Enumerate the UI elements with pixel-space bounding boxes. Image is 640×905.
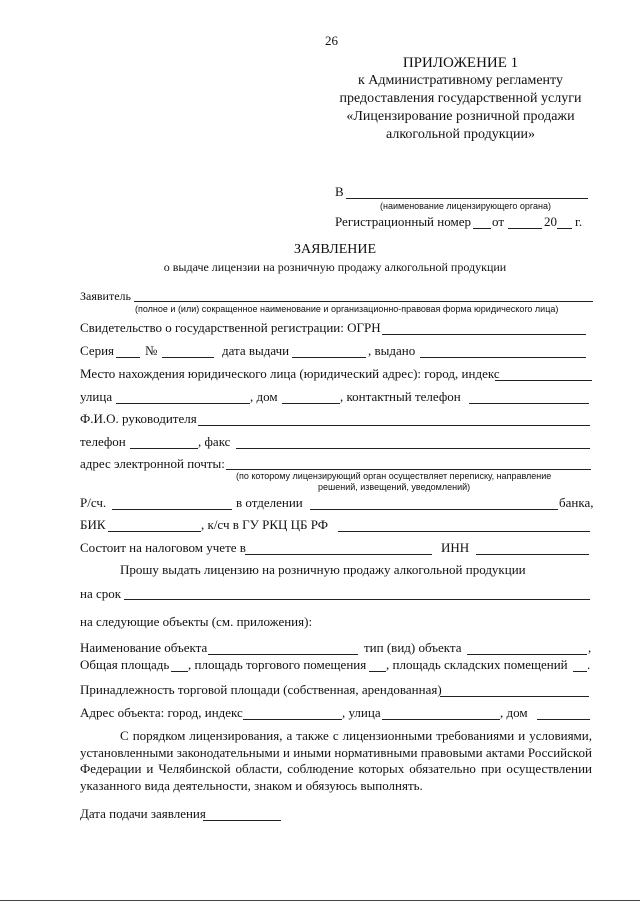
request-text: Прошу выдать лицензию на розничную продажу алкогольной продукции xyxy=(120,562,526,577)
issue-date-field[interactable] xyxy=(292,357,366,358)
street-label: улица xyxy=(80,389,113,404)
email-caption-1: (по которому лицензирующий орган осуществляет переписку, направление xyxy=(236,471,552,481)
phone-label: телефон xyxy=(80,434,126,449)
object-type-end: , xyxy=(588,640,592,655)
email-caption-2: решений, извещений, уведомлений) xyxy=(318,482,471,492)
issued-by-field[interactable] xyxy=(420,357,586,358)
reg-number-field[interactable] xyxy=(473,228,491,229)
branch-label: в отделении xyxy=(236,495,303,510)
account-field[interactable] xyxy=(112,509,232,510)
bik-label: БИК xyxy=(80,517,106,532)
appendix-block xyxy=(318,54,603,144)
phone-field[interactable] xyxy=(130,448,198,449)
object-address-label: Адрес объекта: город, индекс xyxy=(80,705,243,720)
contact-phone-label: , контактный телефон xyxy=(340,389,461,404)
submission-date-field[interactable] xyxy=(203,820,281,821)
bik-field[interactable] xyxy=(108,531,201,532)
area-storage-label: , площадь складских помещений xyxy=(386,657,568,672)
object-house-label: , дом xyxy=(500,705,528,720)
number-label: № xyxy=(145,343,158,358)
reg-year-suffix: г. xyxy=(575,214,583,229)
reg-from-label: от xyxy=(492,214,505,229)
director-label: Ф.И.О. руководителя xyxy=(80,411,197,426)
submission-date-label: Дата подачи заявления xyxy=(80,806,206,821)
applicant-caption: (полное и (или) сокращенное наименование и организационно-правовая форма юридического лица) xyxy=(135,304,559,314)
ownership-label: Принадлежность торговой площади (собственная, арендованная) xyxy=(80,682,442,697)
agreement-paragraph: С порядком лицензирования, а также с лицензионными требованиями и условиями, установленными законодательными и иными нормативными правовыми актами Российской Федерации и Челябинской области, соблюдение которых обязательно при осуществлении указанного вида деятельности, знаком и обязуюсь выполнять. xyxy=(80,728,592,793)
series-field[interactable] xyxy=(116,357,140,358)
number-field[interactable] xyxy=(162,357,214,358)
object-street-label: , улица xyxy=(342,705,381,720)
area-trade-label: , площадь торгового помещения xyxy=(188,657,367,672)
appendix-line-3: «Лицензирование розничной продажи xyxy=(346,109,575,124)
email-label: адрес электронной почты: xyxy=(80,456,225,471)
house-field[interactable] xyxy=(282,403,340,404)
account-label: Р/сч. xyxy=(80,495,107,510)
corr-account-label: , к/сч в ГУ РКЦ ЦБ РФ xyxy=(201,517,329,532)
reg-year-field[interactable] xyxy=(557,228,572,229)
location-label: Место нахождения юридического лица (юридический адрес): город, индекс xyxy=(80,366,500,381)
term-label: на срок xyxy=(80,586,122,601)
house-label: , дом xyxy=(250,389,278,404)
tax-reg-field[interactable] xyxy=(245,554,432,555)
street-field[interactable] xyxy=(116,403,250,404)
appendix-line-2: предоставления государственной услуги xyxy=(339,91,582,106)
area-end: . xyxy=(587,657,591,672)
addressee-caption: (наименование лицензирующего органа) xyxy=(380,201,551,211)
fax-label: , факс xyxy=(198,434,231,449)
email-field[interactable] xyxy=(226,469,591,470)
area-total-label: Общая площадь xyxy=(80,657,170,672)
object-street-field[interactable] xyxy=(382,719,500,720)
appendix-line-4: алкогольной продукции» xyxy=(386,127,535,142)
applicant-label: Заявитель xyxy=(80,289,131,303)
statement-title: ЗАЯВЛЕНИЕ xyxy=(293,242,377,257)
tax-reg-label: Состоит на налоговом учете в xyxy=(80,540,246,555)
addressee-prefix: В xyxy=(335,184,344,199)
objects-label: на следующие объекты (см. приложения): xyxy=(80,614,313,629)
area-storage-field[interactable] xyxy=(573,671,587,672)
reg-number-label: Регистрационный номер xyxy=(335,214,471,229)
certificate-label: Свидетельство о государственной регистрации: ОГРН xyxy=(80,320,381,335)
addressee-field[interactable] xyxy=(346,198,588,199)
contact-phone-field[interactable] xyxy=(469,403,589,404)
object-type-label: тип (вид) объекта xyxy=(364,640,462,655)
object-name-field[interactable] xyxy=(208,654,358,655)
series-label: Серия xyxy=(80,343,115,358)
object-index-field[interactable] xyxy=(243,719,342,720)
appendix-line-1: к Административному регламенту xyxy=(358,73,563,88)
fax-field[interactable] xyxy=(236,448,590,449)
page-number: 26 xyxy=(325,33,338,48)
page-bottom-edge xyxy=(0,900,640,901)
issue-date-label: дата выдачи xyxy=(222,343,290,358)
branch-field[interactable] xyxy=(310,509,558,510)
object-name-label: Наименование объекта xyxy=(80,640,208,655)
term-field[interactable] xyxy=(124,599,590,600)
inn-label: ИНН xyxy=(441,540,470,555)
reg-year-prefix: 20 xyxy=(544,214,557,229)
object-house-field[interactable] xyxy=(537,719,590,720)
area-trade-field[interactable] xyxy=(369,671,386,672)
director-field[interactable] xyxy=(198,425,590,426)
area-total-field[interactable] xyxy=(171,671,188,672)
inn-field[interactable] xyxy=(476,554,589,555)
object-type-field[interactable] xyxy=(467,654,587,655)
ownership-field[interactable] xyxy=(440,696,589,697)
location-index-field[interactable] xyxy=(495,380,592,381)
issued-by-label: , выдано xyxy=(368,343,416,358)
reg-date-field[interactable] xyxy=(508,228,542,229)
bank-label: банка, xyxy=(559,495,594,510)
corr-account-field[interactable] xyxy=(338,531,590,532)
appendix-title: ПРИЛОЖЕНИЕ 1 xyxy=(402,55,519,71)
statement-subtitle: о выдаче лицензии на розничную продажу алкогольной продукции xyxy=(163,260,507,274)
applicant-field[interactable] xyxy=(134,301,593,302)
ogrn-field[interactable] xyxy=(382,334,586,335)
